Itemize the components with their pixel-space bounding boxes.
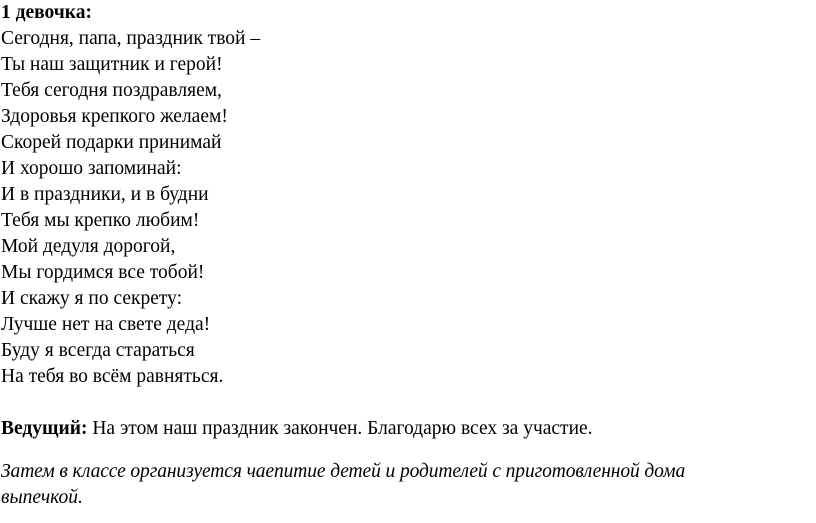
poem-line-13: Буду я всегда стараться bbox=[1, 340, 195, 361]
poem-line-6: И хорошо запоминай: bbox=[1, 158, 182, 179]
stage-direction-line-2: выпечкой. bbox=[1, 487, 83, 508]
poem-line-11: И скажу я по секрету: bbox=[1, 288, 183, 309]
poem-line-5: Скорей подарки принимай bbox=[1, 132, 222, 153]
poem-line-7: И в праздники, и в будни bbox=[1, 184, 209, 205]
speaker-heading: 1 девочка: bbox=[1, 2, 92, 23]
stage-direction-line-1: Затем в классе организуется чаепитие детей и родителей с приготовленной дома bbox=[1, 461, 686, 482]
poem-line-4: Здоровья крепкого желаем! bbox=[1, 106, 228, 127]
poem-line-1: Сегодня, папа, праздник твой – bbox=[1, 28, 261, 49]
host-text: На этом наш праздник закончен. Благодарю всех за участие. bbox=[87, 418, 593, 439]
poem-line-9: Мой дедуля дорогой, bbox=[1, 236, 176, 257]
host-paragraph bbox=[1, 416, 593, 442]
poem-line-10: Мы гордимся все тобой! bbox=[1, 262, 205, 283]
poem-line-8: Тебя мы крепко любим! bbox=[1, 210, 200, 231]
host-label: Ведущий: bbox=[1, 418, 88, 439]
poem-line-3: Тебя сегодня поздравляем, bbox=[1, 80, 222, 101]
poem-line-14: На тебя во всём равняться. bbox=[1, 366, 224, 387]
poem-line-12: Лучше нет на свете деда! bbox=[1, 314, 211, 335]
poem-line-2: Ты наш защитник и герой! bbox=[1, 54, 223, 75]
